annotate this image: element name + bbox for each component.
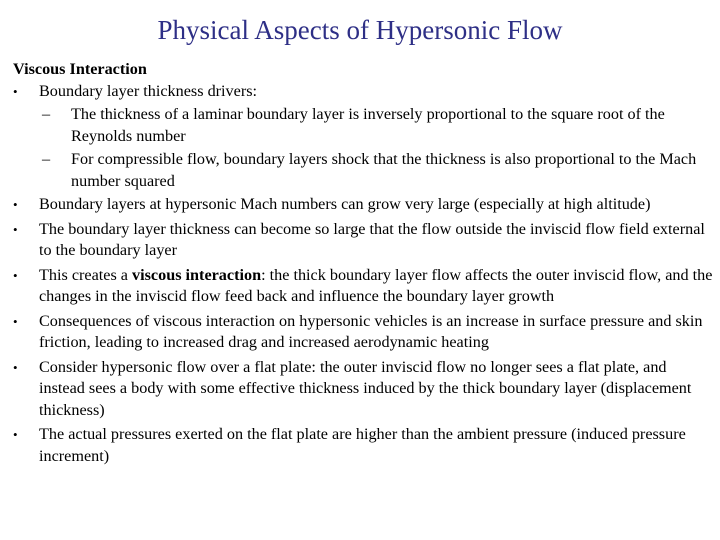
- bullet-item: [13, 357, 713, 422]
- bullet-marker: •: [13, 313, 18, 329]
- bullet-marker: •: [13, 359, 18, 375]
- bullet-marker: •: [13, 267, 18, 283]
- sub-bullet-text: The thickness of a laminar boundary layer is inversely proportional to the square root of the Reynolds number: [71, 105, 665, 145]
- bullet-marker: •: [13, 427, 18, 442]
- bullet-text: Consider hypersonic flow over a flat plate: the outer inviscid flow no longer sees a flat plate, and instead sees a body with some effective thickness induced by the thick boundary layer (displacement thickness): [39, 357, 692, 419]
- bullet-marker: •: [13, 83, 18, 99]
- slide-title: Physical Aspects of Hypersonic Flow: [157, 15, 563, 45]
- bullet-marker: •: [13, 221, 18, 237]
- bullet-text-pre: This creates a: [39, 265, 133, 284]
- sub-bullet-marker: –: [42, 105, 51, 123]
- slide-body: [13, 59, 713, 470]
- sub-bullet-item: [13, 104, 713, 147]
- bullet-item: [13, 265, 713, 308]
- bullet-text: Consequences of viscous interaction on hypersonic vehicles is an increase in surface pressure and skin friction, leading to increased drag and increased aerodynamic heating: [39, 311, 703, 351]
- section-heading: Viscous Interaction: [13, 60, 147, 78]
- bullet-text: Boundary layers at hypersonic Mach numbers can grow very large (especially at high altitude): [39, 195, 651, 213]
- bullet-text-post: : the thick boundary layer flow affects the outer inviscid flow, and the changes in the inviscid flow feed back and influence the boundary layer growth: [39, 265, 713, 305]
- bullet-item: [13, 81, 713, 103]
- bullet-item: [13, 311, 713, 354]
- sub-bullet-item: [13, 149, 713, 192]
- bullet-text: [39, 265, 713, 308]
- bold-term: viscous interaction: [132, 265, 262, 284]
- bullet-text: Boundary layer thickness drivers:: [39, 81, 258, 100]
- sub-bullet-marker: –: [42, 150, 51, 168]
- bullet-item: [13, 194, 713, 216]
- bullet-text: The actual pressures exerted on the flat plate are higher than the ambient pressure (induced pressure increment): [39, 425, 686, 465]
- bullet-item: [13, 219, 713, 262]
- bullet-text: The boundary layer thickness can become so large that the flow outside the inviscid flow field external to the boundary layer: [39, 219, 705, 259]
- bullet-item: [13, 424, 713, 467]
- sub-bullet-text: For compressible flow, boundary layers shock that the thickness is also proportional to the Mach number squared: [71, 150, 697, 190]
- bullet-marker: •: [13, 197, 18, 212]
